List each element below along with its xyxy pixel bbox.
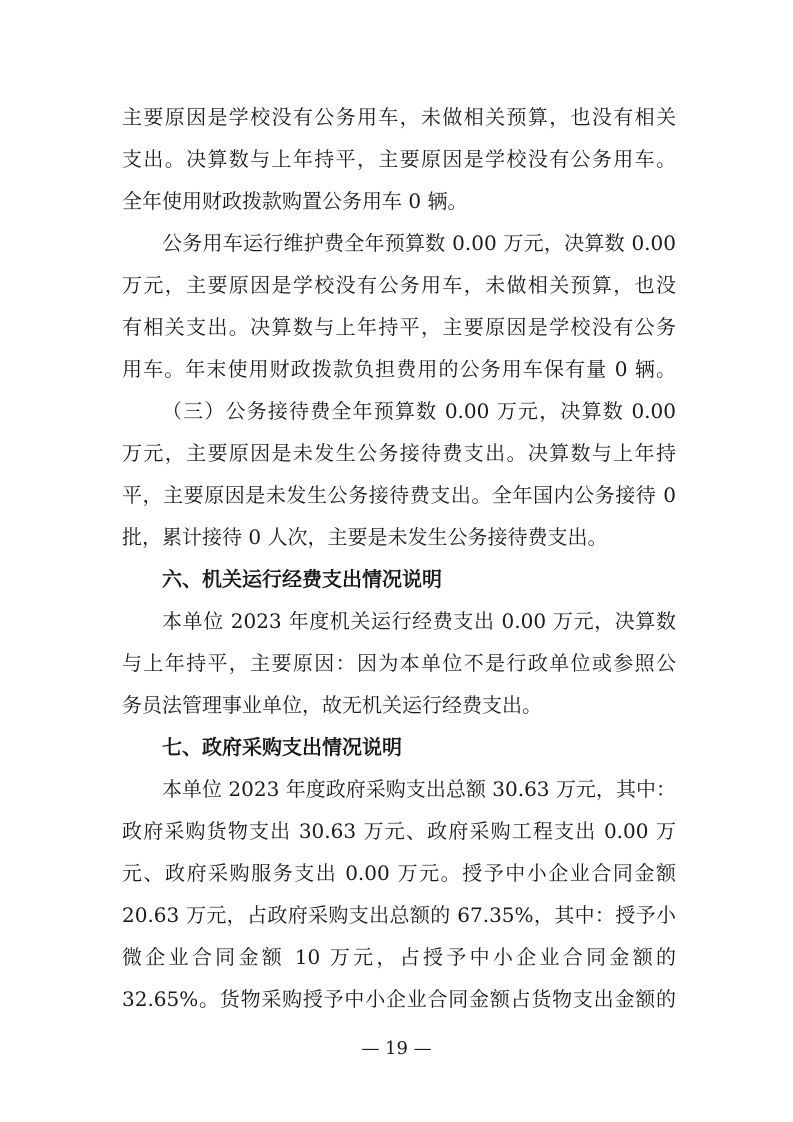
paragraph-line: 本单位 2023 年度机关运行经费支出 0.00 万元，决算数 bbox=[162, 609, 676, 633]
paragraph-line: 公务用车运行维护费全年预算数 0.00 万元，决算数 0.00 bbox=[162, 231, 676, 255]
paragraph-line: 20.63 万元，占政府采购支出总额的 67.35%，其中：授予小 bbox=[122, 903, 676, 927]
section-heading-seven: 七、政府采购支出情况说明 bbox=[162, 735, 402, 759]
paragraph-line: 微企业合同金额 10 万元，占授予中小企业合同金额的 bbox=[122, 945, 676, 969]
paragraph-line: 用车。年末使用财政拨款负担费用的公务用车保有量 0 辆。 bbox=[122, 357, 676, 381]
paragraph-line: 万元，主要原因是学校没有公务用车，未做相关预算，也没 bbox=[122, 273, 676, 297]
paragraph-line: 万元，主要原因是未发生公务接待费支出。决算数与上年持 bbox=[122, 441, 676, 465]
paragraph-line: 与上年持平，主要原因：因为本单位不是行政单位或参照公 bbox=[122, 651, 676, 675]
paragraph-line: 元、政府采购服务支出 0.00 万元。授予中小企业合同金额 bbox=[122, 861, 676, 885]
paragraph-line: （三）公务接待费全年预算数 0.00 万元，决算数 0.00 bbox=[162, 399, 676, 423]
paragraph-line: 全年使用财政拨款购置公务用车 0 辆。 bbox=[122, 189, 468, 213]
paragraph-line: 本单位 2023 年度政府采购支出总额 30.63 万元，其中： bbox=[162, 777, 676, 801]
paragraph-line: 有相关支出。决算数与上年持平，主要原因是学校没有公务 bbox=[122, 315, 676, 339]
section-heading-six: 六、机关运行经费支出情况说明 bbox=[162, 567, 442, 591]
paragraph-line: 批，累计接待 0 人次，主要是未发生公务接待费支出。 bbox=[122, 525, 608, 549]
paragraph-line: 支出。决算数与上年持平，主要原因是学校没有公务用车。 bbox=[122, 147, 676, 171]
paragraph-line: 32.65%。货物采购授予中小企业合同金额占货物支出金额的 bbox=[122, 987, 676, 1011]
page-number: — 19 — bbox=[361, 1038, 432, 1059]
paragraph-line: 主要原因是学校没有公务用车，未做相关预算，也没有相关 bbox=[122, 105, 676, 129]
paragraph-line: 务员法管理事业单位，故无机关运行经费支出。 bbox=[122, 693, 542, 717]
paragraph-line: 政府采购货物支出 30.63 万元、政府采购工程支出 0.00 万 bbox=[122, 819, 676, 843]
paragraph-line: 平，主要原因是未发生公务接待费支出。全年国内公务接待 0 bbox=[122, 483, 676, 507]
